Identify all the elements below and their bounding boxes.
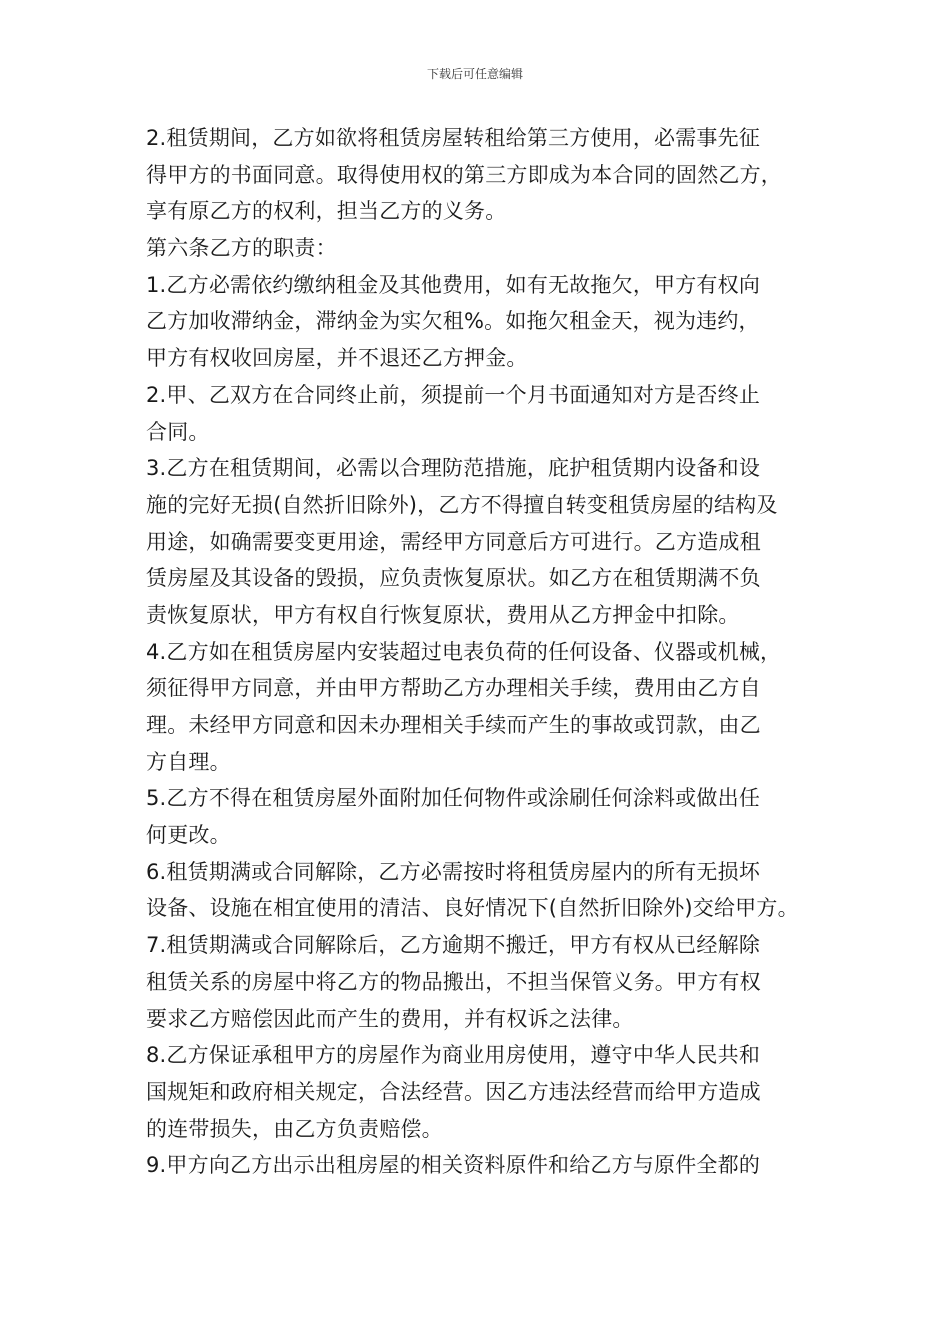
text-line: 的连带损失，由乙方负责赔偿。	[146, 1116, 443, 1141]
text-line: 8.乙方保证承租甲方的房屋作为商业用房使用，遵守中华人民共和	[146, 1043, 761, 1068]
document-body	[146, 120, 826, 1184]
text-line: 何更改。	[146, 823, 231, 848]
text-line: 甲方有权收回房屋，并不退还乙方押金。	[146, 346, 528, 371]
text-line: 须征得甲方同意，并由甲方帮助乙方办理相关手续，费用由乙方自	[146, 676, 761, 701]
text-line: 享有原乙方的权利，担当乙方的义务。	[146, 199, 507, 224]
text-line: 责恢复原状，甲方有权自行恢复原状，费用从乙方押金中扣除。	[146, 602, 740, 627]
text-line: 7.租赁期满或合同解除后，乙方逾期不搬迁，甲方有权从已经解除	[146, 933, 761, 958]
text-line: 租赁关系的房屋中将乙方的物品搬出，不担当保管义务。甲方有权	[146, 969, 761, 994]
text-line: 3.乙方在租赁期间，必需以合理防范措施，庇护租赁期内设备和设	[146, 456, 761, 481]
text-line: 施的完好无损(自然折旧除外)，乙方不得擅自转变租赁房屋的结构及	[146, 492, 778, 517]
text-line: 要求乙方赔偿因此而产生的费用，并有权诉之法律。	[146, 1006, 634, 1031]
text-line: 赁房屋及其设备的毁损，应负责恢复原状。如乙方在租赁期满不负	[146, 566, 761, 591]
text-line: 用途，如确需要变更用途，需经甲方同意后方可进行。乙方造成租	[146, 529, 761, 554]
text-line: 2.甲、乙双方在合同终止前，须提前一个月书面通知对方是否终止	[146, 382, 761, 407]
text-line: 国规矩和政府相关规定，合法经营。因乙方违法经营而给甲方造成	[146, 1079, 761, 1104]
text-line: 理。未经甲方同意和因未办理相关手续而产生的事故或罚款，由乙	[146, 713, 761, 737]
text-line: 2.租赁期间，乙方如欲将租赁房屋转租给第三方使用，必需事先征	[146, 126, 761, 150]
text-line: 9.甲方向乙方出示出租房屋的相关资料原件和给乙方与原件全都的	[146, 1153, 761, 1178]
text-line: 5.乙方不得在租赁房屋外面附加任何物件或涂刷任何涂料或做出任	[146, 786, 761, 811]
text-line: 6.租赁期满或合同解除，乙方必需按时将租赁房屋内的所有无损坏	[146, 859, 761, 884]
section-heading: 第六条乙方的职责：	[146, 236, 337, 261]
text-line: 合同。	[146, 419, 210, 444]
page-header: 下载后可任意编辑	[426, 67, 523, 81]
text-line: 得甲方的书面同意。取得使用权的第三方即成为本合同的固然乙方，	[146, 162, 782, 187]
text-line: 乙方加收滞纳金，滞纳金为实欠租%。如拖欠租金天，视为违约，	[146, 309, 760, 334]
text-line: 方自理。	[146, 749, 231, 774]
text-line: 1.乙方必需依约缴纳租金及其他费用，如有无故拖欠，甲方有权向	[146, 272, 761, 297]
text-line: 4.乙方如在租赁房屋内安装超过电表负荷的任何设备、仪器或机械，	[146, 639, 782, 664]
text-line: 设备、设施在相宜使用的清洁、良好情况下(自然折旧除外)交给甲方。	[146, 896, 799, 921]
